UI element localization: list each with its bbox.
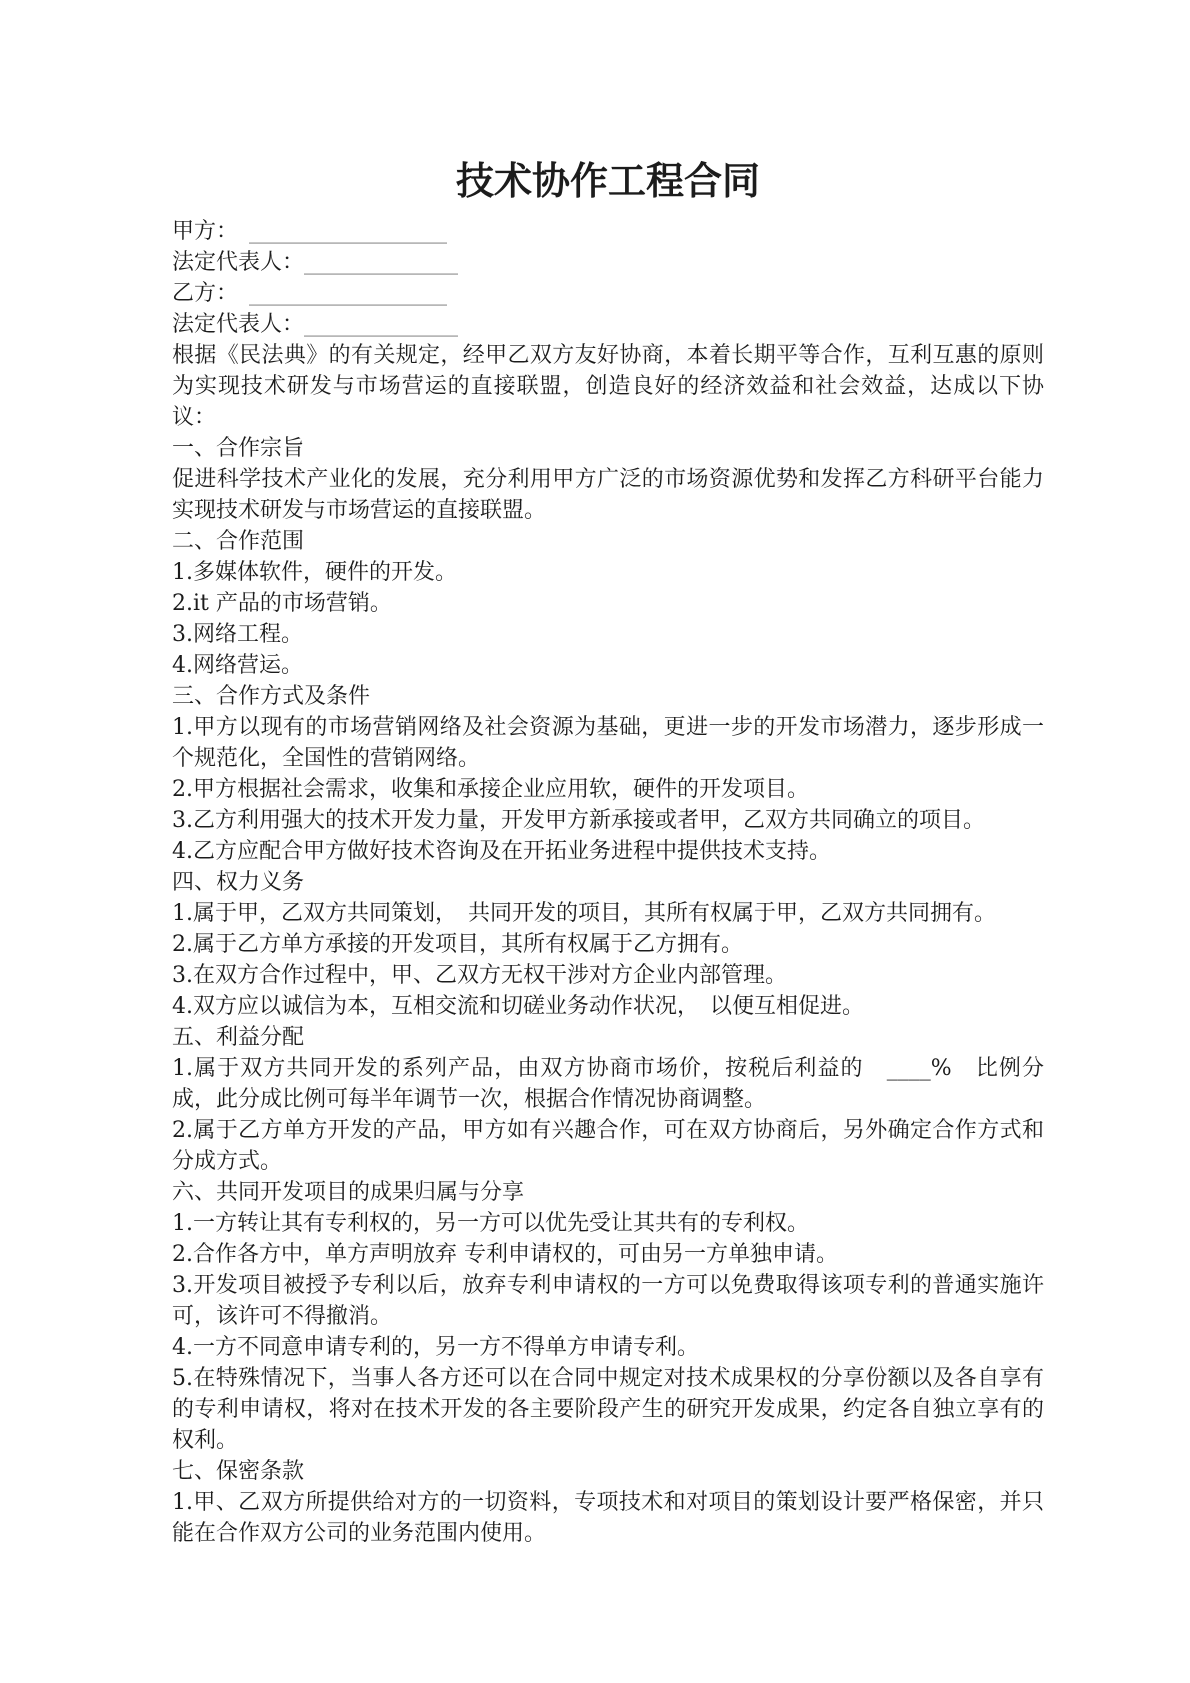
party-block	[172, 216, 1044, 340]
section-item: 5.在特殊情况下，当事人各方还可以在合同中规定对技术成果权的分享份额以及各自享有的专利申请权，将对在技术开发的各主要阶段产生的研究开发成果，约定各自独立享有的权利。	[172, 1366, 1044, 1453]
section-item: 3.乙方利用强大的技术开发力量，开发甲方新承接或者甲，乙双方共同确立的项目。	[172, 808, 985, 833]
section-item: 3.网络工程。	[172, 622, 303, 647]
section-item: 4.乙方应配合甲方做好技术咨询及在开拓业务进程中提供技术支持。	[172, 839, 831, 864]
section-item: 2.属于乙方单方开发的产品，甲方如有兴趣合作，可在双方协商后，另外确定合作方式和分成方式。	[172, 1118, 1044, 1174]
page-title: 技术协作工程合同	[455, 158, 760, 203]
party-label: 甲方：	[172, 219, 228, 244]
party-label: 法定代表人：	[172, 250, 305, 275]
section-heading: 一、合作宗旨	[172, 436, 305, 461]
section-confidentiality	[172, 1456, 1044, 1549]
section-item: 1.一方转让其有专利权的，另一方可以优先受让其共有的专利权。	[172, 1211, 809, 1236]
party-blank: ______________	[304, 312, 459, 337]
section-item: 1.属于双方共同开发的系列产品，由双方协商市场价，按税后利益的 ____% 比例分成，此分成比例可每半年调节一次，根据合作情况协商调整。	[172, 1056, 1044, 1112]
section-item: 1.多媒体软件，硬件的开发。	[172, 560, 457, 585]
section-item: 促进科学技术产业化的发展，充分利用甲方广泛的市场资源优势和发挥乙方科研平台能力实现技术研发与市场营运的直接联盟。	[172, 467, 1044, 523]
section-item: 2.属于乙方单方承接的开发项目，其所有权属于乙方拥有。	[172, 932, 743, 957]
section-heading: 五、利益分配	[172, 1025, 305, 1050]
section-item: 1.甲、乙双方所提供给对方的一切资料，专项技术和对项目的策划设计要严格保密，并只能在合作双方公司的业务范围内使用。	[172, 1490, 1044, 1546]
section-item: 2.it 产品的市场营销。	[172, 591, 392, 616]
section-item: 4.一方不同意申请专利的，另一方不得单方申请专利。	[172, 1335, 699, 1360]
party-blank: ______________	[304, 250, 459, 275]
section-heading: 六、共同开发项目的成果归属与分享	[172, 1180, 525, 1205]
party-line-yifang-representative	[172, 309, 1044, 340]
party-label: 乙方：	[172, 281, 228, 306]
preamble: 根据《民法典》的有关规定，经甲乙双方友好协商，本着长期平等合作，互利互惠的原则为实现技术研发与市场营运的直接联盟，创造良好的经济效益和社会效益，达成以下协议：	[172, 343, 1044, 430]
section-profit-distribution	[172, 1022, 1044, 1177]
party-line-jiafang-representative	[172, 247, 1044, 278]
section-heading: 七、保密条款	[172, 1459, 305, 1484]
section-heading: 二、合作范围	[172, 529, 305, 554]
section-item: 2.合作各方中，单方声明放弃 专利申请权的，可由另一方单独申请。	[172, 1242, 838, 1267]
section-item: 2.甲方根据社会需求，收集和承接企业应用软，硬件的开发项目。	[172, 777, 809, 802]
section-item: 3.开发项目被授予专利以后，放弃专利申请权的一方可以免费取得该项专利的普通实施许可，该许可不得撤消。	[172, 1273, 1044, 1329]
section-results-ownership	[172, 1177, 1044, 1456]
party-label: 法定代表人：	[172, 312, 305, 337]
section-cooperation-purpose	[172, 433, 1044, 526]
section-item: 1.甲方以现有的市场营销网络及社会资源为基础，更进一步的开发市场潜力，逐步形成一个规范化，全国性的营销网络。	[172, 715, 1044, 771]
section-item: 3.在双方合作过程中，甲、乙双方无权干涉对方企业内部管理。	[172, 963, 787, 988]
section-item: 4.双方应以诚信为本，互相交流和切磋业务动作状况， 以便互相促进。	[172, 994, 864, 1019]
section-cooperation-method	[172, 681, 1044, 867]
section-heading: 四、权力义务	[172, 870, 305, 895]
section-item: 1.属于甲，乙双方共同策划， 共同开发的项目，其所有权属于甲，乙双方共同拥有。	[172, 901, 996, 926]
section-item: 4.网络营运。	[172, 653, 303, 678]
section-rights-obligations	[172, 867, 1044, 1022]
party-line-jiafang	[172, 216, 1044, 247]
party-line-yifang	[172, 278, 1044, 309]
party-blank: __________________	[227, 219, 448, 244]
section-cooperation-scope	[172, 526, 1044, 681]
section-heading: 三、合作方式及条件	[172, 684, 371, 709]
party-blank: __________________	[227, 281, 448, 306]
